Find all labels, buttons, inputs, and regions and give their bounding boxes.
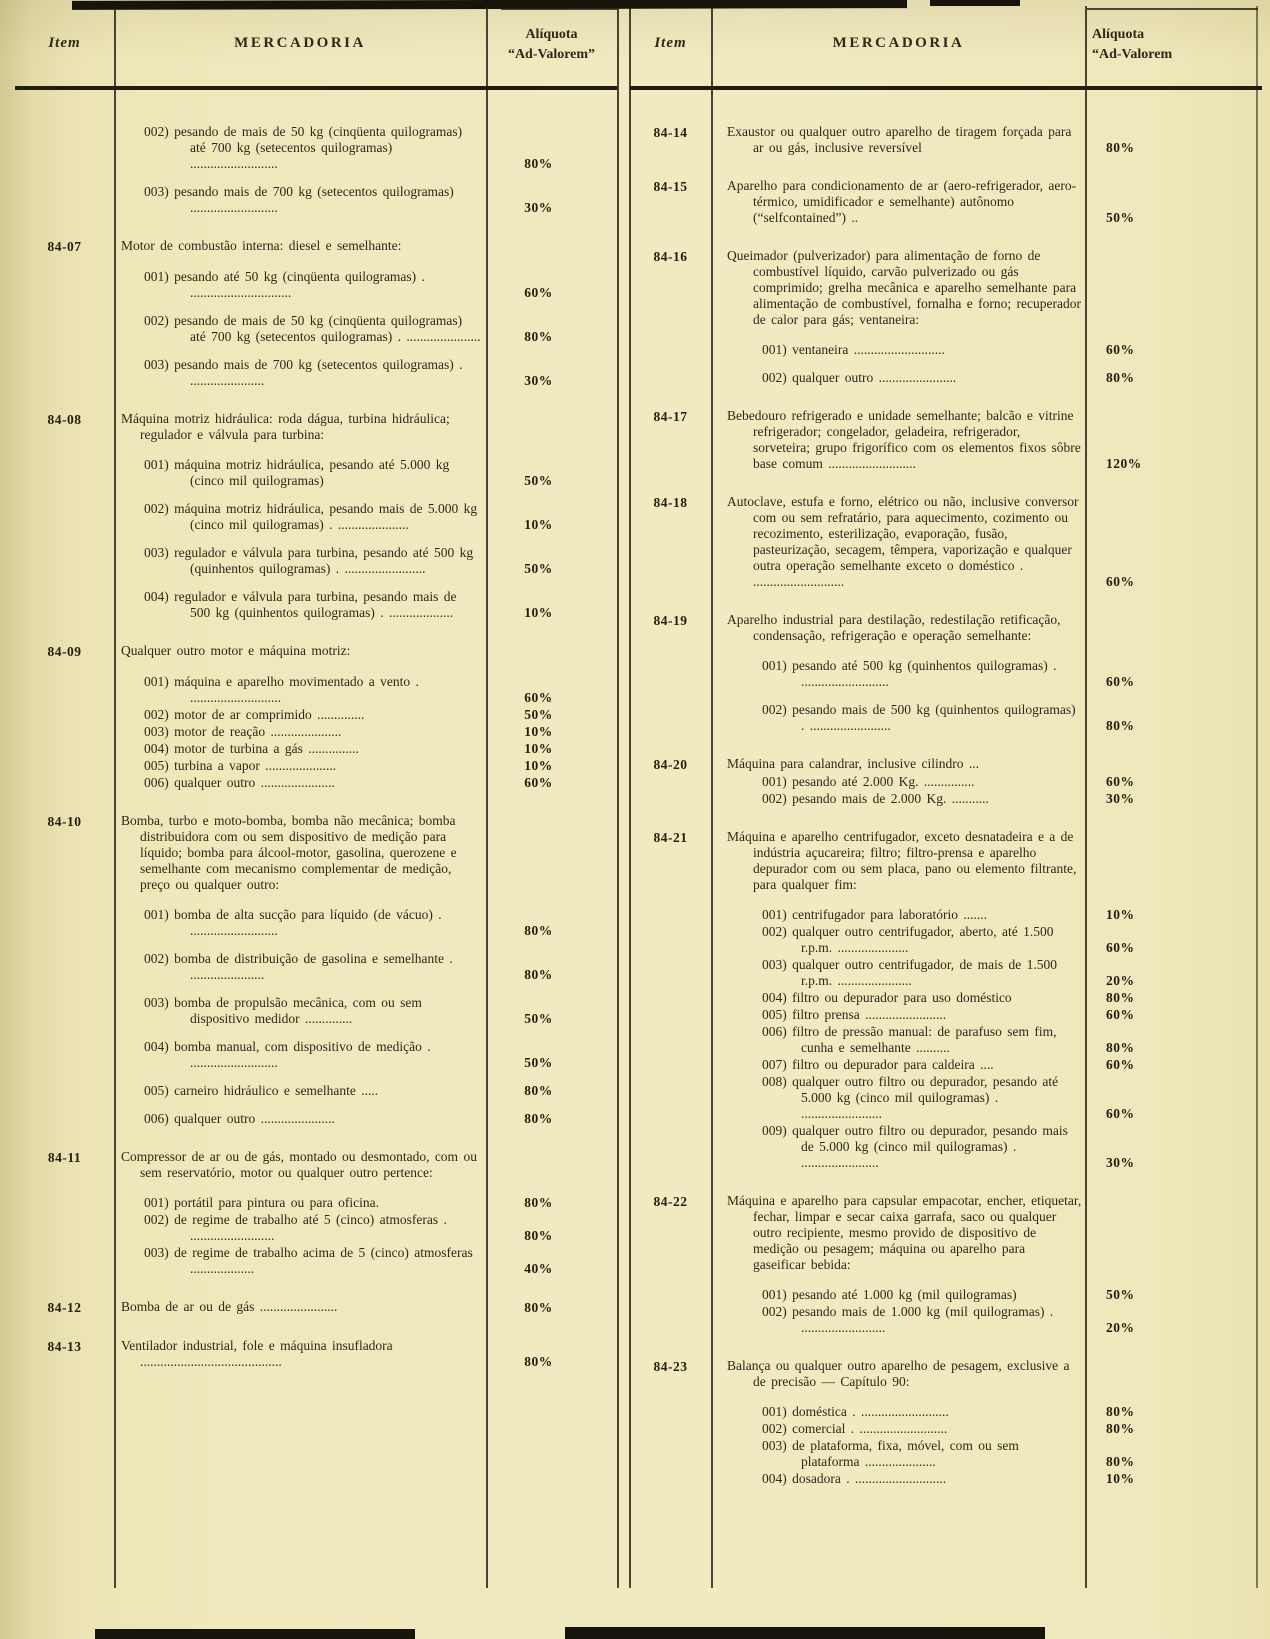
item-code-spacer: [15, 501, 114, 533]
subitem-rate: 20%: [1106, 973, 1135, 988]
subitem-row: [630, 907, 1262, 923]
entry-heading: Bebedouro refrigerado e unidade semelhante; balcão e vitrine refrigerador; congelador, geladeira, refrigerador, sorveteira; grupo frigorífico com os elementos fixos sôbre base comum ..........................: [727, 408, 1081, 471]
column-body: [630, 90, 1262, 1507]
entry-heading-row: [15, 411, 617, 443]
entry-heading-row: [15, 643, 617, 660]
item-code-spacer: [15, 907, 114, 939]
entry-heading-row: [15, 813, 617, 893]
item-code-spacer: [15, 1083, 114, 1099]
entry-rate: 80%: [524, 1354, 553, 1369]
subitem-row: [15, 674, 617, 706]
subitem-label: 001) centrifugador para laboratório .......: [762, 907, 988, 922]
subitem-row: [15, 589, 617, 621]
subitem-label: 002) motor de ar comprimido ..............: [144, 707, 365, 722]
subitem-row: [15, 724, 617, 740]
subitem-label: 004) dosadora . ...........................: [762, 1471, 947, 1486]
column-body: [15, 90, 617, 1390]
subitem-label: 001) portátil para pintura ou para oficina.: [144, 1195, 380, 1210]
item-code-spacer: [630, 370, 711, 386]
item-code: 84-20: [653, 757, 688, 772]
tariff-entry: [15, 124, 617, 216]
subitem-row: [630, 924, 1262, 956]
subitem-label: 003) pesando mais de 700 kg (setecentos quilogramas) . ......................: [144, 357, 463, 388]
item-code-spacer: [15, 1212, 114, 1244]
subitem-row: [15, 907, 617, 939]
subitem-row: [15, 758, 617, 774]
subitem-row: [15, 775, 617, 791]
entry-heading: Autoclave, estufa e forno, elétrico ou não, inclusive conversor com ou sem refratário, para aquecimento, cozimento ou recozimento, esterilização, evaporação, fusão, pasteurização, secagem, têmpera, vaporização e qualquer outra operação semelhante exceto o doméstico . ...........................: [727, 494, 1079, 589]
subitem-label: 001) doméstica . ..........................: [762, 1404, 949, 1419]
item-code: 84-09: [47, 644, 82, 659]
subitem-rate: 50%: [524, 1011, 553, 1026]
subitem-label: 003) qualquer outro centrifugador, de mais de 1.500 r.p.m. ......................: [762, 957, 1058, 988]
entry-heading-row: [630, 248, 1262, 328]
subitem-row: [630, 1404, 1262, 1420]
subitem-rate: 60%: [1106, 1057, 1135, 1072]
header-mercadoria-label: MERCADORIA: [832, 34, 965, 51]
subitem-label: 003) bomba de propulsão mecânica, com ou sem dispositivo medidor ..............: [144, 995, 422, 1026]
subitem-rate: 50%: [524, 1055, 553, 1070]
entry-heading-row: [630, 1358, 1262, 1390]
tariff-entry: [630, 756, 1262, 807]
subitem-label: 001) bomba de alta sucção para líquido (de vácuo) . ..........................: [144, 907, 442, 938]
subitem-row: [15, 951, 617, 983]
subitem-row: [630, 774, 1262, 790]
tariff-entry: [15, 1149, 617, 1277]
entry-heading: Máquina para calandrar, inclusive cilindro ...: [727, 756, 979, 771]
subitem-label: 002) pesando de mais de 50 kg (cinqüenta quilogramas) até 700 kg (setecentos quilogramas) . ......................: [144, 313, 481, 344]
entry-rate: 60%: [1106, 574, 1135, 589]
item-code: 84-10: [47, 814, 82, 829]
tariff-entry: [15, 813, 617, 1127]
subitem-label: 002) qualquer outro .......................: [762, 370, 957, 385]
subitem-rate: 10%: [524, 741, 553, 756]
subitem-rate: 50%: [524, 473, 553, 488]
entry-heading: Aparelho para condicionamento de ar (aero-refrigerador, aero-térmico, umidificador e semelhante) autônomo (“selfcontained”) ..: [727, 178, 1077, 225]
item-code: 84-21: [653, 830, 688, 845]
header-mercadoria-label: MERCADORIA: [234, 34, 366, 51]
item-code-spacer: [15, 741, 114, 757]
entry-heading-row: [630, 178, 1262, 226]
item-code-spacer: [15, 184, 114, 216]
subitem-label: 001) pesando até 50 kg (cinqüenta quilogramas) . ..............................: [144, 269, 425, 300]
entry-rate: 80%: [1106, 140, 1135, 155]
subitem-row: [630, 1438, 1262, 1470]
subitem-rate: 80%: [1106, 1454, 1135, 1469]
subitem-rate: 30%: [524, 200, 553, 215]
item-code: 84-16: [653, 249, 688, 264]
subitem-label: 001) pesando até 500 kg (quinhentos quilogramas) . ..........................: [762, 658, 1057, 689]
subitem-row: [15, 1245, 617, 1277]
subitem-label: 002) de regime de trabalho até 5 (cinco) atmosferas . .........................: [144, 1212, 447, 1243]
subitem-rate: 60%: [1106, 674, 1135, 689]
item-code-spacer: [630, 924, 711, 956]
item-code-spacer: [630, 342, 711, 358]
subitem-rate: 10%: [524, 724, 553, 739]
scan-artifact-bottom-middle: [565, 1627, 1045, 1639]
entry-heading-row: [630, 756, 1262, 773]
header-aliquota-line2: “Ad-Valorem: [1092, 47, 1173, 62]
item-code-spacer: [15, 313, 114, 345]
item-code-spacer: [630, 1404, 711, 1420]
subitem-label: 009) qualquer outro filtro ou depurador, pesando mais de 5.000 kg (cinco mil quilogramas) . .......................: [762, 1123, 1068, 1170]
subitem-label: 001) máquina e aparelho movimentado a vento . ...........................: [144, 674, 419, 705]
subitem-row: [15, 1083, 617, 1099]
entry-heading-row: [630, 494, 1262, 590]
item-code-spacer: [630, 1123, 711, 1171]
subitem-label: 004) regulador e válvula para turbina, pesando mais de 500 kg (quinhentos quilogramas) . ...................: [144, 589, 457, 620]
subitem-rate: 60%: [524, 285, 553, 300]
subitem-row: [630, 990, 1262, 1006]
subitem-rate: 80%: [524, 967, 553, 982]
subitem-rate: 80%: [524, 329, 553, 344]
subitem-rate: 80%: [1106, 1404, 1135, 1419]
entry-heading-row: [630, 124, 1262, 156]
subitem-label: 005) filtro prensa ........................: [762, 1007, 947, 1022]
tariff-entry: [15, 643, 617, 791]
subitem-rate: 60%: [524, 690, 553, 705]
entry-heading: Máquina e aparelho para capsular empacotar, encher, etiquetar, fechar, limpar e secar caixa garrafa, saco ou qualquer outro recipiente, mesmo provido de dispositivo de medição ou pesagem; máquina ou aparelho para gaseificar bebida:: [727, 1193, 1082, 1272]
subitem-row: [630, 1421, 1262, 1437]
item-code-spacer: [15, 951, 114, 983]
subitem-row: [630, 1287, 1262, 1303]
item-code: 84-13: [47, 1339, 82, 1354]
tariff-entry: [630, 248, 1262, 386]
subitem-label: 001) ventaneira ...........................: [762, 342, 945, 357]
subitem-label: 003) motor de reação .....................: [144, 724, 342, 739]
subitem-rate: 60%: [1106, 1106, 1135, 1121]
item-code-spacer: [630, 1007, 711, 1023]
item-code-spacer: [630, 957, 711, 989]
item-code-spacer: [630, 990, 711, 1006]
item-code-spacer: [630, 1471, 711, 1487]
subitem-rate: 60%: [1106, 940, 1135, 955]
tariff-entry: [15, 1338, 617, 1370]
item-code: 84-18: [653, 495, 688, 510]
subitem-rate: 10%: [524, 758, 553, 773]
entry-heading: Motor de combustão interna: diesel e semelhante:: [121, 238, 402, 253]
tariff-entry: [15, 238, 617, 389]
subitem-rate: 80%: [524, 1228, 553, 1243]
item-code-spacer: [630, 1074, 711, 1122]
subitem-row: [15, 269, 617, 301]
subitem-row: [15, 545, 617, 577]
tariff-entry: [630, 494, 1262, 590]
subitem-label: 003) pesando mais de 700 kg (setecentos quilogramas) ..........................: [144, 184, 454, 215]
subitem-rate: 10%: [1106, 1471, 1135, 1486]
item-code: 84-07: [47, 239, 82, 254]
subitem-row: [630, 1304, 1262, 1336]
item-code-spacer: [15, 758, 114, 774]
subitem-label: 007) filtro ou depurador para caldeira ....: [762, 1057, 994, 1072]
tariff-entry: [630, 612, 1262, 734]
item-code-spacer: [630, 1024, 711, 1056]
item-code-spacer: [15, 674, 114, 706]
subitem-label: 002) qualquer outro centrifugador, aberto, até 1.500 r.p.m. .....................: [762, 924, 1054, 955]
subitem-rate: 80%: [1106, 718, 1135, 733]
entry-heading-row: [630, 612, 1262, 644]
item-code-spacer: [630, 791, 711, 807]
subitem-label: 001) pesando até 2.000 Kg. ...............: [762, 774, 975, 789]
entry-heading: Ventilador industrial, fole e máquina insufladora ..........................................: [121, 1338, 393, 1369]
subitem-rate: 60%: [1106, 774, 1135, 789]
entry-heading-row: [15, 1299, 617, 1316]
entry-rate: 120%: [1106, 456, 1142, 471]
entry-heading-row: [15, 1338, 617, 1370]
tariff-entry: [630, 1358, 1262, 1487]
subitem-rate: 10%: [1106, 907, 1135, 922]
tariff-entry: [15, 1299, 617, 1316]
item-code-spacer: [15, 775, 114, 791]
subitem-label: 008) qualquer outro filtro ou depurador, pesando até 5.000 kg (cinco mil quilogramas) . ........................: [762, 1074, 1059, 1121]
subitem-row: [15, 184, 617, 216]
entry-heading: Queimador (pulverizador) para alimentação de forno de combustível líquido, carvão pulverizado ou gás comprimido; grelha mecânica e aparelho semelhante para alimentação de combustível, fornalha e forno; recuperador de calor para gás; ventaneira:: [727, 248, 1081, 327]
subitem-label: 004) filtro ou depurador para uso doméstico: [762, 990, 1012, 1005]
subitem-label: 001) máquina motriz hidráulica, pesando até 5.000 kg (cinco mil quilogramas): [144, 457, 450, 488]
subitem-row: [630, 957, 1262, 989]
subitem-rate: 80%: [524, 1195, 553, 1210]
subitem-row: [630, 791, 1262, 807]
item-code: 84-11: [47, 1150, 82, 1165]
subitem-row: [630, 342, 1262, 358]
item-code-spacer: [15, 357, 114, 389]
subitem-row: [15, 1111, 617, 1127]
item-code-spacer: [15, 995, 114, 1027]
subitem-label: 002) comercial . ..........................: [762, 1421, 948, 1436]
entry-heading: Qualquer outro motor e máquina motriz:: [121, 643, 351, 658]
item-code-spacer: [15, 707, 114, 723]
subitem-rate: 30%: [1106, 791, 1135, 806]
subitem-row: [15, 313, 617, 345]
entry-heading: Exaustor ou qualquer outro aparelho de tiragem forçada para ar ou gás, inclusive reversível: [727, 124, 1072, 155]
header-aliquota-line1: Alíquota: [525, 27, 578, 42]
entry-heading: Balança ou qualquer outro aparelho de pesagem, exclusive a de precisão — Capítulo 90:: [727, 1358, 1070, 1389]
subitem-rate: 80%: [524, 923, 553, 938]
subitem-row: [630, 1123, 1262, 1171]
entry-heading-row: [630, 829, 1262, 893]
subitem-row: [630, 1057, 1262, 1073]
subitem-label: 003) de regime de trabalho acima de 5 (cinco) atmosferas ...................: [144, 1245, 473, 1276]
subitem-row: [15, 501, 617, 533]
header-aliquota-line2: “Ad-Valorem”: [507, 47, 596, 62]
item-code: 84-19: [653, 613, 688, 628]
subitem-label: 002) máquina motriz hidráulica, pesando mais de 5.000 kg (cinco mil quilogramas) . .....................: [144, 501, 478, 532]
subitem-label: 005) carneiro hidráulico e semelhante .....: [144, 1083, 379, 1098]
subitem-label: 002) pesando mais de 500 kg (quinhentos quilogramas) . ........................: [762, 702, 1076, 733]
subitem-label: 004) bomba manual, com dispositivo de medição . ..........................: [144, 1039, 431, 1070]
subitem-rate: 80%: [1106, 370, 1135, 385]
entry-heading: Máquina motriz hidráulica: roda dágua, turbina hidráulica; regulador e válvula para turbina:: [121, 411, 450, 442]
subitem-row: [630, 658, 1262, 690]
subitem-row: [630, 1024, 1262, 1056]
tariff-column-left: [15, 0, 617, 1390]
tariff-entry: [630, 124, 1262, 156]
subitem-label: 006) qualquer outro ......................: [144, 775, 335, 790]
tariff-column-right: [630, 0, 1262, 1507]
subitem-rate: 50%: [524, 707, 553, 722]
entry-heading: Bomba de ar ou de gás .......................: [121, 1299, 338, 1314]
subitem-rate: 80%: [1106, 1040, 1135, 1055]
subitem-label: 006) filtro de pressão manual: de parafuso sem fim, cunha e semelhante ..........: [762, 1024, 1057, 1055]
rule-left-column-edge: [617, 6, 619, 1588]
item-code-spacer: [15, 1111, 114, 1127]
tariff-entry: [630, 178, 1262, 226]
subitem-row: [15, 1212, 617, 1244]
subitem-row: [630, 1007, 1262, 1023]
subitem-rate: 80%: [1106, 1421, 1135, 1436]
item-code-spacer: [15, 1039, 114, 1071]
subitem-rate: 10%: [524, 517, 553, 532]
subitem-rate: 60%: [1106, 342, 1135, 357]
item-code-spacer: [630, 1287, 711, 1303]
subitem-rate: 50%: [1106, 1287, 1135, 1302]
column-header: [15, 0, 617, 90]
entry-heading-row: [630, 408, 1262, 472]
tariff-entry: [630, 829, 1262, 1171]
entry-heading-row: [15, 1149, 617, 1181]
subitem-row: [630, 370, 1262, 386]
item-code: 84-23: [653, 1359, 688, 1374]
item-code-spacer: [15, 724, 114, 740]
subitem-row: [630, 1471, 1262, 1487]
subitem-row: [15, 707, 617, 723]
subitem-rate: 80%: [524, 1083, 553, 1098]
subitem-row: [15, 457, 617, 489]
subitem-rate: 60%: [1106, 1007, 1135, 1022]
subitem-row: [15, 1039, 617, 1071]
entry-heading-row: [15, 238, 617, 255]
item-code: 84-12: [47, 1300, 82, 1315]
subitem-label: 004) motor de turbina a gás ...............: [144, 741, 359, 756]
entry-rate: 50%: [1106, 210, 1135, 225]
header-aliquota-line1: Alíquota: [1092, 27, 1145, 42]
subitem-row: [15, 357, 617, 389]
item-code-spacer: [630, 1057, 711, 1073]
subitem-row: [630, 702, 1262, 734]
tariff-entry: [630, 1193, 1262, 1336]
header-item-label: Item: [654, 34, 687, 51]
subitem-row: [15, 995, 617, 1027]
subitem-label: 003) de plataforma, fixa, móvel, com ou sem plataforma .....................: [762, 1438, 1019, 1469]
subitem-rate: 10%: [524, 605, 553, 620]
subitem-label: 002) bomba de distribuição de gasolina e semelhante . ......................: [144, 951, 453, 982]
item-code-spacer: [630, 774, 711, 790]
subitem-label: 003) regulador e válvula para turbina, pesando até 500 kg (quinhentos quilogramas) . ........................: [144, 545, 474, 576]
subitem-rate: 80%: [524, 1111, 553, 1126]
scan-artifact-bottom-left: [95, 1629, 415, 1639]
column-header: [630, 0, 1262, 90]
item-code-spacer: [630, 702, 711, 734]
entry-heading: Máquina e aparelho centrifugador, exceto desnatadeira e a de indústria açucareira; filtro; filtro-prensa e aparelho depurador com ou sem placa, pano ou elemento filtrante, para qualquer fim:: [727, 829, 1077, 892]
subitem-rate: 50%: [524, 561, 553, 576]
subitem-row: [15, 741, 617, 757]
item-code: 84-17: [653, 409, 688, 424]
entry-heading: Bomba, turbo e moto-bomba, bomba não mecânica; bomba distribuidora com ou sem dispositivo de medição para líquido; bomba para álcool-motor, gasolina, querozene e semelhante com mecanismo complementar de medição, preço ou qualquer outro:: [121, 813, 457, 892]
item-code: 84-14: [653, 125, 688, 140]
item-code-spacer: [630, 658, 711, 690]
subitem-label: 005) turbina a vapor .....................: [144, 758, 337, 773]
item-code-spacer: [15, 269, 114, 301]
subitem-label: 002) pesando mais de 1.000 kg (mil quilogramas) . .........................: [762, 1304, 1054, 1335]
item-code-spacer: [15, 124, 114, 172]
subitem-row: [15, 124, 617, 172]
subitem-row: [630, 1074, 1262, 1122]
entry-heading: Compressor de ar ou de gás, montado ou desmontado, com ou sem reservatório, motor ou qualquer outro pertence:: [121, 1149, 477, 1180]
subitem-rate: 80%: [1106, 990, 1135, 1005]
item-code-spacer: [630, 1421, 711, 1437]
header-aliquota-label: [1086, 21, 1262, 65]
entry-heading: Aparelho industrial para destilação, redestilação retificação, condensação, refrigeração e operação semelhante:: [727, 612, 1061, 643]
tariff-entry: [630, 408, 1262, 472]
subitem-rate: 30%: [1106, 1155, 1135, 1170]
subitem-label: 002) pesando mais de 2.000 Kg. ...........: [762, 791, 989, 806]
item-code-spacer: [15, 589, 114, 621]
header-item-label: Item: [48, 34, 81, 51]
item-code-spacer: [15, 1245, 114, 1277]
subitem-label: 002) pesando de mais de 50 kg (cinqüenta quilogramas) até 700 kg (setecentos quilogramas) ..........................: [144, 124, 463, 171]
item-code-spacer: [15, 457, 114, 489]
subitem-rate: 20%: [1106, 1320, 1135, 1335]
subitem-rate: 60%: [524, 775, 553, 790]
item-code: 84-08: [47, 412, 82, 427]
subitem-rate: 80%: [524, 156, 553, 171]
entry-heading-row: [630, 1193, 1262, 1273]
tariff-entry: [15, 411, 617, 621]
item-code-spacer: [15, 1195, 114, 1211]
subitem-rate: 40%: [524, 1261, 553, 1276]
item-code: 84-15: [653, 179, 688, 194]
subitem-label: 006) qualquer outro ......................: [144, 1111, 335, 1126]
item-code-spacer: [630, 1304, 711, 1336]
item-code-spacer: [15, 545, 114, 577]
header-aliquota-label: [486, 21, 617, 65]
entry-rate: 80%: [524, 1300, 553, 1315]
item-code-spacer: [630, 1438, 711, 1470]
subitem-rate: 30%: [524, 373, 553, 388]
subitem-row: [15, 1195, 617, 1211]
subitem-label: 001) pesando até 1.000 kg (mil quilogramas): [762, 1287, 1017, 1302]
item-code: 84-22: [653, 1194, 688, 1209]
item-code-spacer: [630, 907, 711, 923]
